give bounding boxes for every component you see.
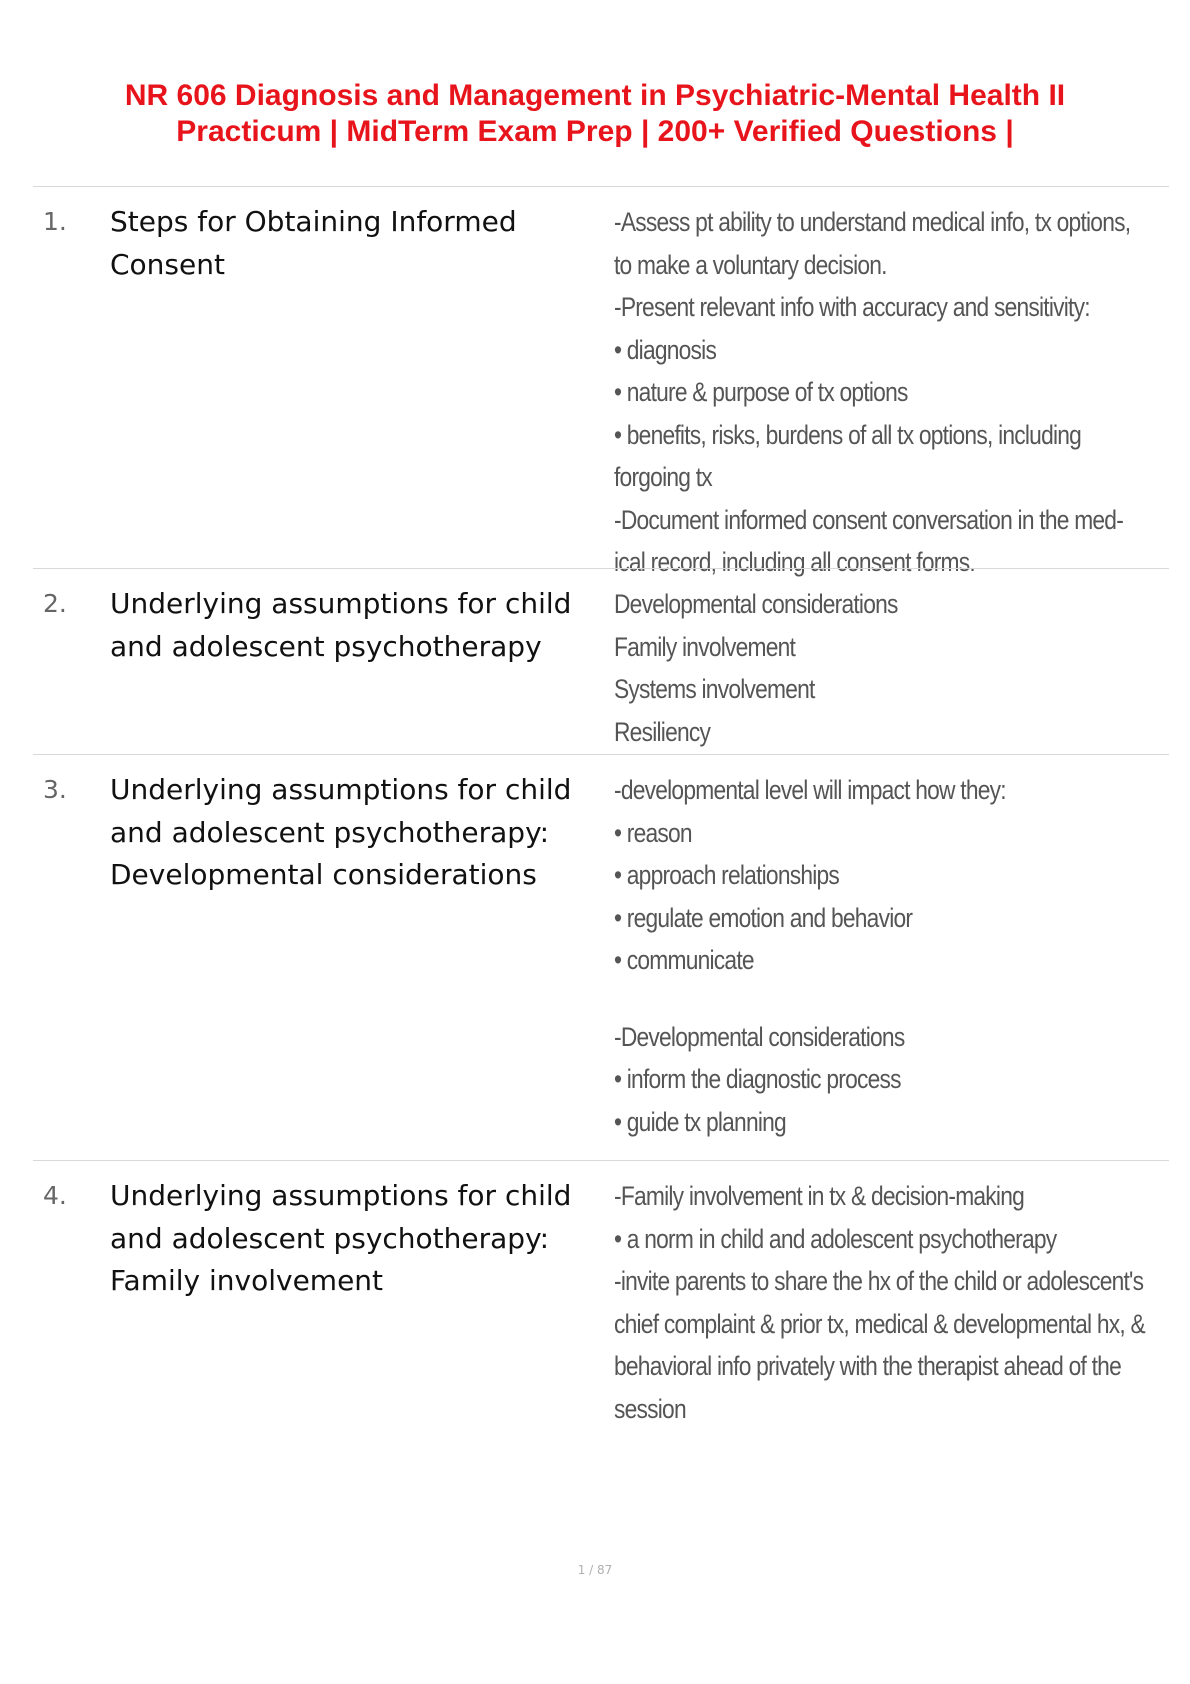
answer-line: • diagnosis [614, 334, 717, 365]
answer-line: • benefits, risks, burdens of all tx options, including [614, 419, 1082, 450]
card-question: Steps for Obtaining Informed Consent [110, 205, 517, 281]
card-question: Underlying assumptions for child and adolescent psychotherapy [110, 587, 572, 663]
title-line-2: Practicum | MidTerm Exam Prep | 200+ Verified Questions | [176, 115, 1014, 148]
card-question: Underlying assumptions for child and adolescent psychotherapy: Family involvement [110, 1179, 572, 1297]
card-answer [614, 583, 1173, 753]
answer-line: -Family involvement in tx & decision-making [614, 1181, 1025, 1211]
answer-line: Family involvement [614, 631, 796, 662]
answer-line: -invite parents to share the hx of the child or adolescent's [614, 1266, 1144, 1296]
answer-line: • nature & purpose of tx options [614, 377, 908, 407]
answer-line: -Assess pt ability to understand medical info, tx options, [614, 207, 1131, 237]
page-indicator: 1 / 87 [577, 1563, 613, 1577]
answer-line: -Present relevant info with accuracy and sensitivity: [614, 292, 1090, 322]
card-answer [614, 1175, 1173, 1430]
answer-line: • guide tx planning [614, 1106, 786, 1137]
flashcard [33, 754, 1169, 1160]
flashcard-list [33, 186, 1169, 1460]
card-number: 4. [43, 1181, 67, 1210]
card-number: 1. [43, 207, 67, 236]
answer-line: chief complaint & prior tx, medical & developmental hx, & [614, 1308, 1145, 1339]
title-line-1: NR 606 Diagnosis and Management in Psychiatric-Mental Health II [124, 79, 1066, 112]
answer-line: session [614, 1393, 686, 1424]
card-number: 3. [43, 775, 67, 804]
answer-line: • approach relationships [614, 860, 840, 890]
card-answer [614, 769, 1173, 1143]
card-question: Underlying assumptions for child and adolescent psychotherapy: Developmental considerations [110, 773, 572, 891]
document-title [0, 78, 1190, 150]
answer-spacer [614, 982, 1173, 1016]
answer-line: to make a voluntary decision. [614, 249, 887, 280]
answer-line: • reason [614, 817, 692, 848]
answer-line: • regulate emotion and behavior [614, 902, 913, 933]
card-answer [614, 201, 1173, 584]
answer-line: • communicate [614, 945, 754, 975]
flashcard [33, 568, 1169, 754]
answer-line: -Developmental considerations [614, 1021, 905, 1052]
answer-line: Systems involvement [614, 674, 815, 704]
answer-line: -Document informed consent conversation in the med- [614, 504, 1124, 535]
card-number: 2. [43, 589, 67, 618]
answer-line: • a norm in child and adolescent psychotherapy [614, 1223, 1057, 1254]
answer-line: ical record, including all consent forms. [614, 547, 975, 577]
answer-line: forgoing tx [614, 462, 712, 492]
answer-line: • inform the diagnostic process [614, 1064, 901, 1094]
flashcard [33, 1160, 1169, 1460]
answer-line: behavioral info privately with the therapist ahead of the [614, 1351, 1121, 1381]
answer-line: Developmental considerations [614, 589, 898, 619]
flashcard [33, 186, 1169, 577]
answer-line: -developmental level will impact how they: [614, 775, 1006, 805]
answer-line: Resiliency [614, 716, 711, 747]
